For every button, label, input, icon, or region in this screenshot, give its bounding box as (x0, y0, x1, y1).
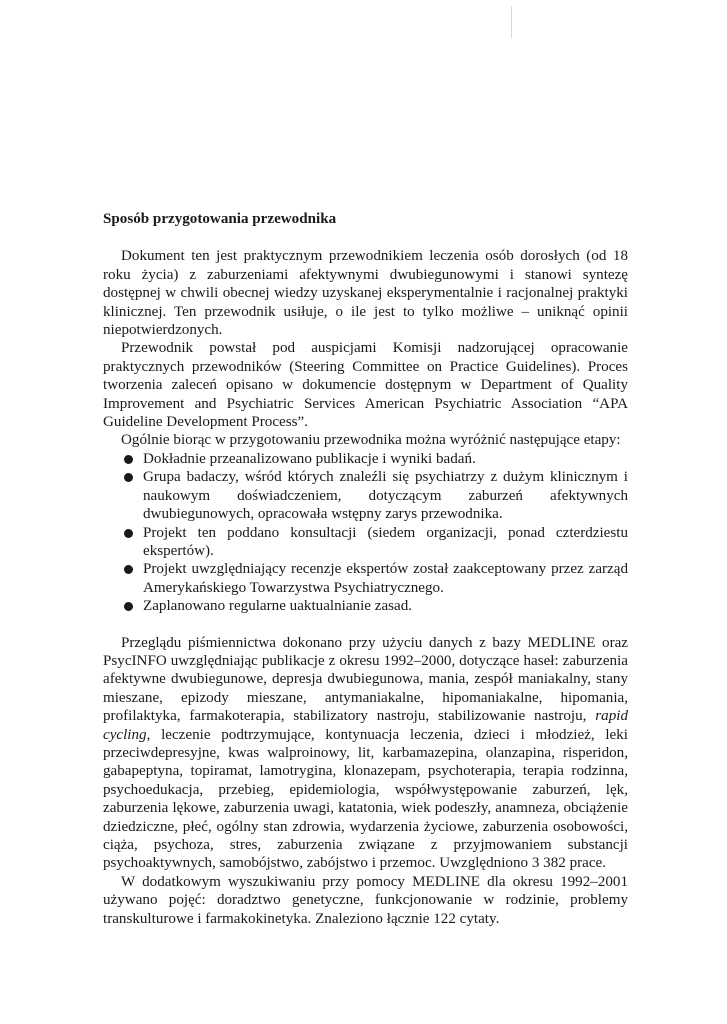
bullet-icon (124, 473, 133, 482)
section-heading: Sposób przygotowania przewodnika (103, 211, 337, 227)
list-item (124, 597, 628, 615)
bullet-icon (124, 455, 133, 464)
list-item (124, 524, 628, 561)
literature-text-part1: Przeglądu piśmiennictwa dokonano przy użyciu danych z bazy MEDLINE oraz PsycINFO uwzględniając publikacje z okresu 1992–2000, dotyczące haseł: zaburzenia afektywne dwubiegunowe, depresja dwubiegunowa, mania, zespół maniakalny, stany mieszane, epizody mieszane, antymaniakalne, hipomaniakalne, hipomania, profilaktyka, farmakoterapia, stabilizatory nastroju, stabilizowanie nastroju, (103, 634, 628, 725)
list-item (124, 468, 628, 523)
list-item-text: Grupa badaczy, wśród których znaleźli się psychiatrzy z dużym klinicznym i naukowym doświadczeniem, dotyczącym zaburzeń afektywnych dwubiegunowych, opracowała wstępny zarys przewodnika. (143, 469, 628, 523)
literature-text-part2: , leczenie podtrzymujące, kontynuacja leczenia, dzieci i młodzież, leki przeciwdepresyjne, kwas walproinowy, lit, karbamazepina, olanzapina, risperidon, gabapeptyna, topiramat, lamotrygina, klonazepam, psychoterapia, terapia rodzinna, psychoedukacja, przebieg, epidemiologia, współwystępowanie zaburzeń, lęk, zaburzenia lękowe, zaburzenia uwagi, katatonia, wiek podeszły, anamneza, obciążenie dziedziczne, płeć, ogólny stan zdrowia, wydarzenia życiowe, zaburzenia osobowości, ciąża, psychoza, stres, zaburzenia związane z przyjmowaniem substancji psychoaktywnych, samobójstwo, zabójstwo i przemoc. Uwzględniono 3 382 prace. (103, 726, 628, 872)
paragraph-literature-search (103, 634, 628, 873)
list-item-text: Zaplanowano regularne uaktualnianie zasad. (143, 598, 413, 615)
stages-list (103, 450, 628, 616)
list-item-text: Dokładnie przeanalizowano publikacje i wyniki badań. (143, 450, 476, 467)
list-item-text: Projekt uwzględniający recenzje ekspertów został zaakceptowany przez zarząd Amerykańskiego Towarzystwa Psychiatrycznego. (143, 561, 628, 596)
bullet-icon (124, 565, 133, 574)
scan-artifact-line (511, 6, 512, 38)
list-item-text: Projekt ten poddano konsultacji (siedem organizacji, ponad czterdziestu ekspertów). (143, 524, 628, 559)
paragraph-gap (103, 616, 628, 634)
paragraph-origin: Przewodnik powstał pod auspicjami Komisji nadzorującej opracowanie praktycznych przewodników (Steering Committee on Practice Guidelines). Proces tworzenia zaleceń opisano w dokumencie dostępnym w Department of Quality Improvement and Psychiatric Services American Psychiatric Association “APA Guideline Development Process”. (103, 340, 628, 431)
paragraph-additional-search: W dodatkowym wyszukiwaniu przy pomocy MEDLINE dla okresu 1992–2001 używano pojęć: doradztwo genetyczne, funkcjonowanie w rodzinie, problemy transkulturowe i farmakokinetyka. Znaleziono łącznie 122 cytaty. (103, 873, 628, 927)
paragraph-intro: Dokument ten jest praktycznym przewodnikiem leczenia osób dorosłych (od 18 roku życia) z zaburzeniami afektywnymi dwubiegunowymi i stanowi syntezę dostępnej w chwili obecnej wiedzy uzyskanej eksperymentalnie i racjonalnej praktyki klinicznej. Ten przewodnik usiłuje, o ile jest to tylko możliwe – uniknąć opinii niepotwierdzonych. (103, 248, 628, 339)
bullet-icon (124, 529, 133, 538)
list-item (124, 560, 628, 597)
paragraph-stages-intro: Ogólnie biorąc w przygotowaniu przewodnika można wyróżnić następujące etapy: (121, 432, 621, 449)
bullet-icon (124, 602, 133, 611)
literature-italic-term: rapid cycling (103, 708, 628, 743)
page-content (103, 210, 628, 928)
list-item (124, 450, 628, 468)
